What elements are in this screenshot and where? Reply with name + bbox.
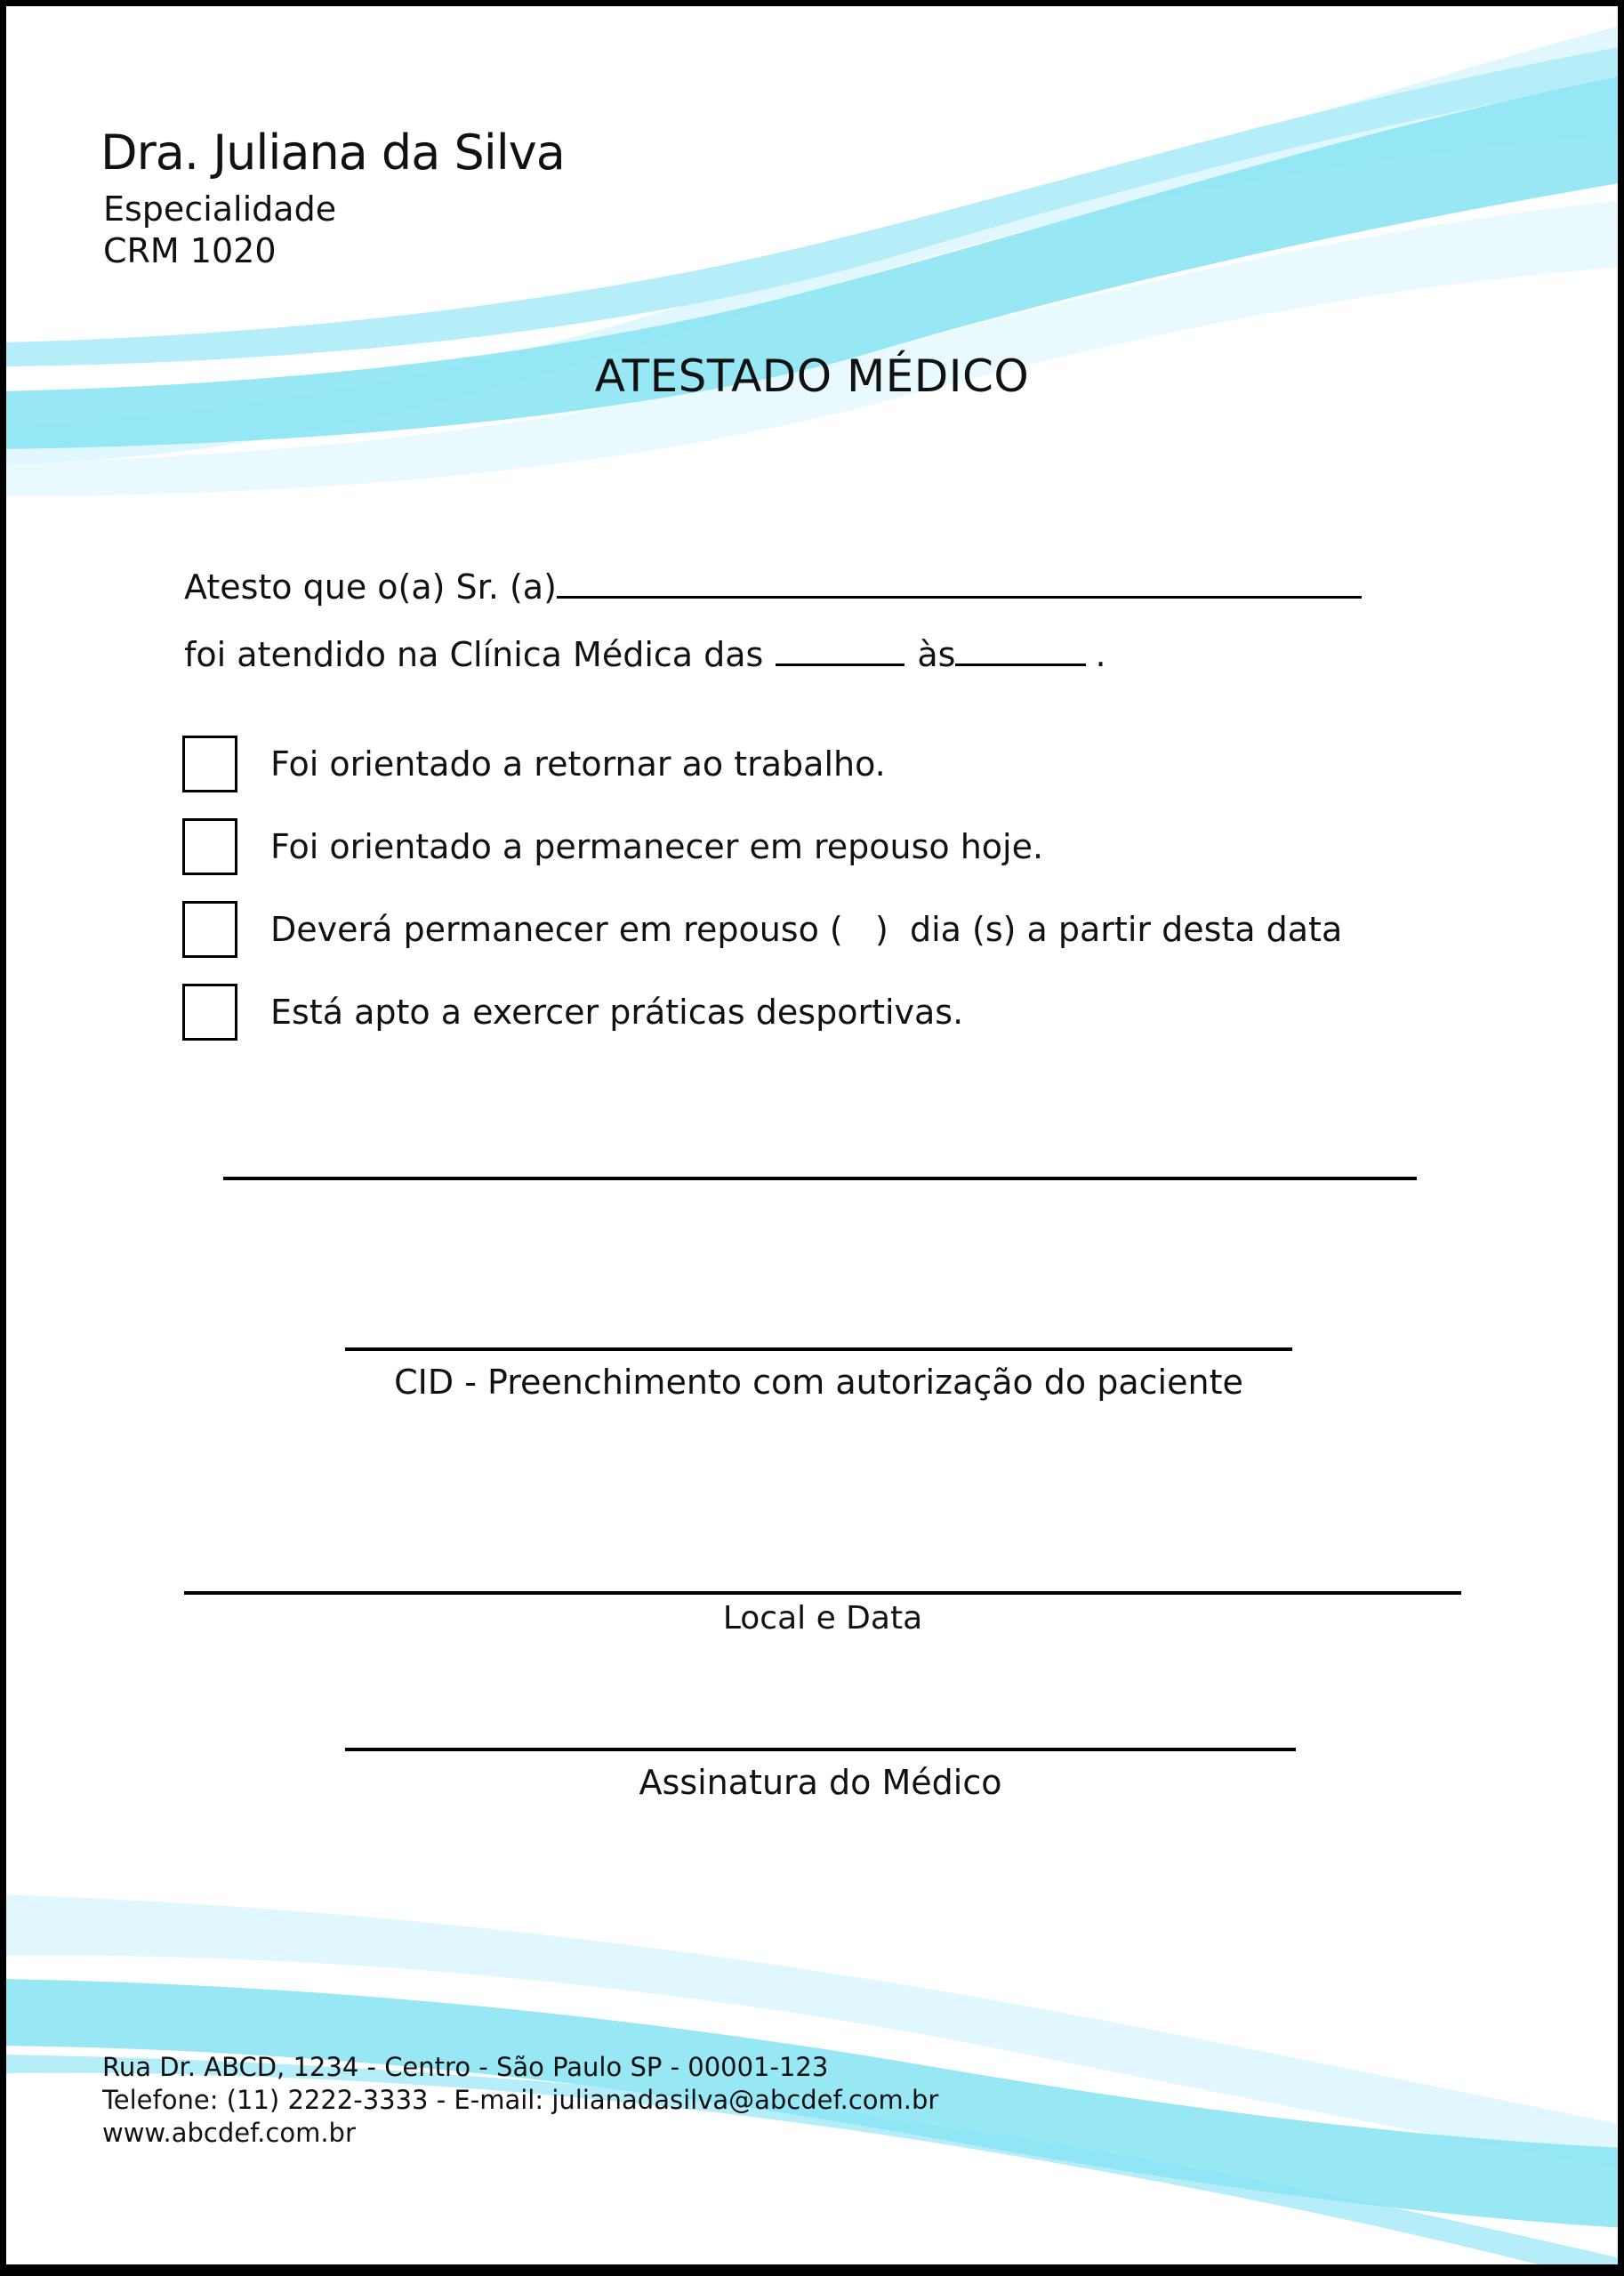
checkbox-return-to-work[interactable]: [182, 736, 237, 792]
doctor-signature-line[interactable]: [345, 1748, 1296, 1751]
time-to-blank[interactable]: [955, 637, 1086, 666]
option-row-return-to-work: [182, 736, 1342, 792]
attest-sentence-line2: [184, 635, 1106, 674]
attended-text: foi atendido na Clínica Médica das: [184, 635, 764, 674]
footer-contact-block: [102, 2051, 938, 2150]
footer-address: Rua Dr. ABCD, 1234 - Centro - São Paulo SP - 00001-123: [102, 2052, 829, 2082]
doctor-signature-label: Assinatura do Médico: [639, 1763, 1002, 1802]
time-from-blank[interactable]: [776, 637, 904, 666]
period-text: .: [1095, 635, 1106, 674]
option-label: Deverá permanecer em repouso ( ) dia (s) a partir desta data: [270, 910, 1343, 949]
attest-text: Atesto que o(a) Sr. (a): [184, 567, 557, 607]
option-row-rest-days: [182, 901, 1342, 958]
option-row-rest-today: [182, 818, 1342, 875]
footer-website: www.abcdef.com.br: [102, 2118, 356, 2148]
attest-sentence-line1: [184, 567, 1362, 607]
observations-line[interactable]: [223, 1177, 1417, 1180]
checkbox-sports-fit[interactable]: [182, 984, 237, 1041]
option-label: Foi orientado a retornar ao trabalho.: [270, 744, 886, 784]
footer-phone-email: Telefone: (11) 2222-3333 - E-mail: julianadasilva@abcdef.com.br: [102, 2085, 939, 2115]
doctor-specialty: Especialidade: [103, 189, 337, 229]
options-list: [182, 736, 1342, 1041]
doctor-crm: CRM 1020: [103, 231, 277, 270]
cid-label: CID - Preenchimento com autorização do paciente: [394, 1363, 1243, 1402]
option-label: Está apto a exercer práticas desportivas.: [270, 993, 964, 1032]
option-label: Foi orientado a permanecer em repouso hoje.: [270, 827, 1044, 866]
option-row-sports-fit: [182, 984, 1342, 1041]
patient-name-blank[interactable]: [557, 569, 1362, 599]
place-date-line[interactable]: [184, 1591, 1461, 1595]
checkbox-rest-today[interactable]: [182, 818, 237, 875]
cid-line[interactable]: [345, 1347, 1292, 1351]
certificate-title: ATESTADO MÉDICO: [594, 350, 1030, 402]
doctor-name: Dra. Juliana da Silva: [100, 125, 565, 181]
place-date-label: Local e Data: [722, 1600, 923, 1637]
checkbox-rest-days[interactable]: [182, 901, 237, 958]
as-text: às: [917, 635, 956, 674]
